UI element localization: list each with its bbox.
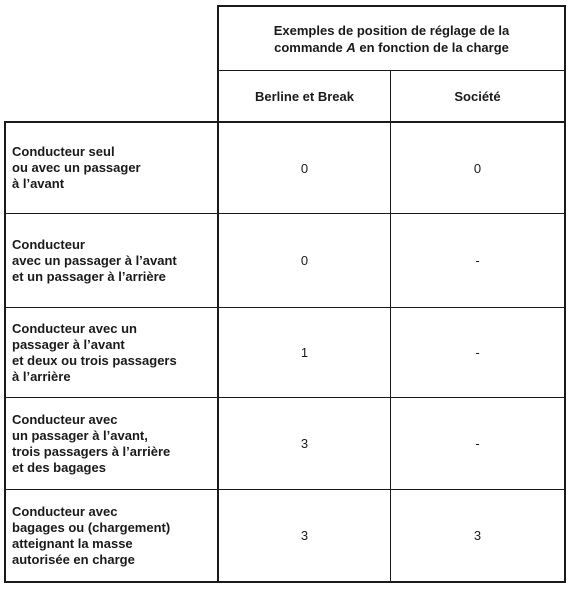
caption-before-italic: commande xyxy=(274,39,347,55)
caption-line1: Exemples de position de réglage de la xyxy=(273,22,510,38)
table-row-label: Conducteur avec bagages ou (chargement) atteignant la masse autorisée en charge xyxy=(12,503,171,567)
table-cell: 1 xyxy=(300,345,309,360)
grid-line xyxy=(4,581,566,583)
table-row-label: Conducteur avec un passager à l’avant et deux ou trois passagers à l’arrière xyxy=(12,320,177,384)
caption-after-italic: en fonction de la charge xyxy=(355,39,509,55)
grid-line xyxy=(564,5,566,583)
table-cell: 3 xyxy=(473,528,482,543)
table-row-label: Conducteur avec un passager à l’avant et un passager à l’arrière xyxy=(12,236,177,284)
table-caption xyxy=(219,7,564,70)
caption-italic: A xyxy=(346,39,356,55)
load-adjustment-table xyxy=(4,5,566,583)
table-cell: - xyxy=(475,253,480,268)
column-header-berline-break: Berline et Break xyxy=(255,88,354,104)
table-cell: 0 xyxy=(473,160,482,176)
table-cell: 3 xyxy=(300,436,309,451)
table-cell: 0 xyxy=(300,253,309,268)
table-row-label: Conducteur avec un passager à l’avant, trois passagers à l’arrière et des bagages xyxy=(12,411,171,475)
column-header-societe: Société xyxy=(454,88,501,104)
table-cell: 0 xyxy=(300,160,309,176)
table-cell: - xyxy=(475,436,480,451)
table-cell: 3 xyxy=(300,528,309,543)
table-cell: - xyxy=(475,345,480,360)
table-row-label: Conducteur seul ou avec un passager à l’avant xyxy=(12,144,141,191)
